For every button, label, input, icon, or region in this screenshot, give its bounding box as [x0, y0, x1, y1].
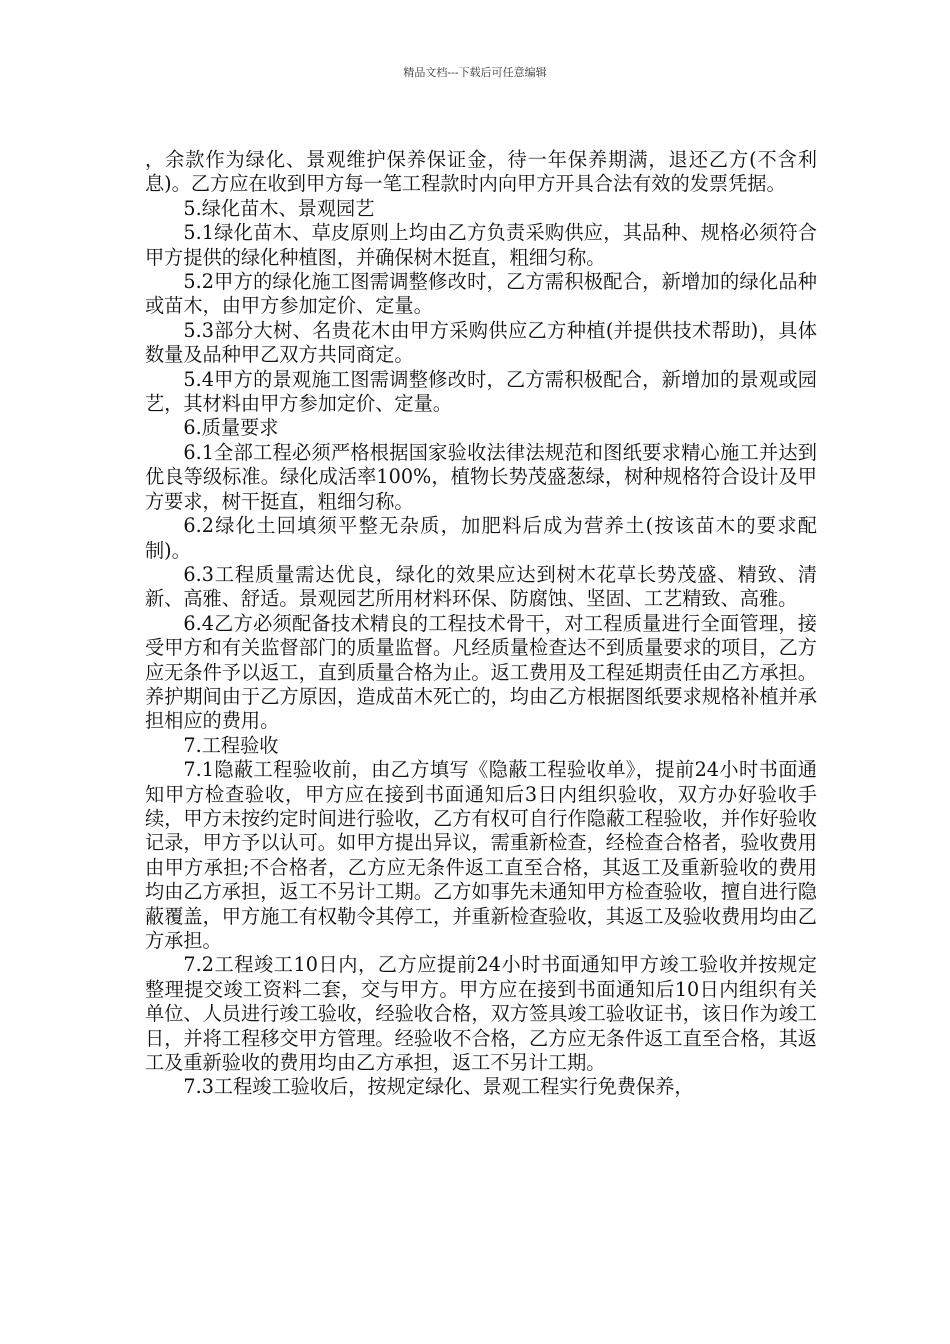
- paragraph: 7.1隐蔽工程验收前，由乙方填写《隐蔽工程验收单》，提前24小时书面通知甲方检查验收，甲方应在接到书面通知后3日内组织验收，双方办好验收手续，甲方未按约定时间进行验收，乙方有权可自行作隐蔽工程验收，并作好验收记录，甲方予以认可。如甲方提出异议，需重新检查，经检查合格者，验收费用由甲方承担;不合格者，乙方应无条件返工直至合格，其返工及重新验收的费用均由乙方承担，返工不另计工期。乙方如事先未通知甲方检查验收，擅自进行隐蔽覆盖，甲方施工有权勒令其停工，并重新检查验收，其返工及验收费用均由乙方承担。: [145, 758, 817, 952]
- paragraph: 7.2工程竣工10日内，乙方应提前24小时书面通知甲方竣工验收并按规定整理提交竣工资料二套，交与甲方。甲方应在接到书面通知后10日内组织有关单位、人员进行竣工验收，经验收合格，双方签具竣工验收证书，该日作为竣工日，并将工程移交甲方管理。经验收不合格，乙方应无条件返工直至合格，其返工及重新验收的费用均由乙方承担，返工不另计工期。: [145, 953, 817, 1075]
- paragraph: 5.2甲方的绿化施工图需调整修改时，乙方需积极配合，新增加的绿化品种或苗木，由甲方参加定价、定量。: [145, 270, 817, 318]
- paragraph: 6.1全部工程必须严格根据国家验收法律法规范和图纸要求精心施工并达到优良等级标准。绿化成活率100%，植物长势茂盛葱绿，树种规格符合设计及甲方要求，树干挺直，粗细匀称。: [145, 440, 817, 513]
- paragraph: 7.3工程竣工验收后，按规定绿化、景观工程实行免费保养，: [183, 1075, 694, 1099]
- document-body: [145, 148, 817, 1100]
- paragraph: 6.2绿化土回填须平整无杂质，加肥料后成为营养土(按该苗木的要求配制)。: [145, 514, 817, 562]
- paragraph: ，余款作为绿化、景观维护保养保证金，待一年保养期满，退还乙方(不含利息)。乙方应在收到甲方每一笔工程款时内向甲方开具合法有效的发票凭据。: [145, 148, 817, 196]
- section-heading: 5.绿化苗木、景观园艺: [183, 196, 375, 220]
- paragraph: 5.1绿化苗木、草皮原则上均由乙方负责采购供应，其品种、规格必须符合甲方提供的绿化种植图，并确保树木挺直，粗细匀称。: [145, 221, 817, 269]
- paragraph: 5.3部分大树、名贵花木由甲方采购供应乙方种植(并提供技术帮助)，具体数量及品种甲乙双方共同商定。: [145, 318, 817, 367]
- page-header: 精品文档---下载后可任意编辑: [403, 66, 547, 79]
- section-heading: 7.工程验收: [183, 733, 279, 757]
- paragraph: 6.3工程质量需达优良，绿化的效果应达到树木花草长势茂盛、精致、清新、高雅、舒适。景观园艺所用材料环保、防腐蚀、坚固、工艺精致、高雅。: [145, 562, 817, 611]
- section-heading: 6.质量要求: [183, 416, 279, 440]
- paragraph: 6.4乙方必须配备技术精良的工程技术骨干，对工程质量进行全面管理，接受甲方和有关监督部门的质量监督。凡经质量检查达不到质量要求的项目，乙方应无条件予以返工，直到质量合格为止。返工费用及工程延期责任由乙方承担。养护期间由于乙方原因，造成苗木死亡的，均由乙方根据图纸要求规格补植并承担相应的费用。: [145, 611, 817, 733]
- paragraph: 5.4甲方的景观施工图需调整修改时，乙方需积极配合，新增加的景观或园艺，其材料由甲方参加定价、定量。: [145, 367, 817, 416]
